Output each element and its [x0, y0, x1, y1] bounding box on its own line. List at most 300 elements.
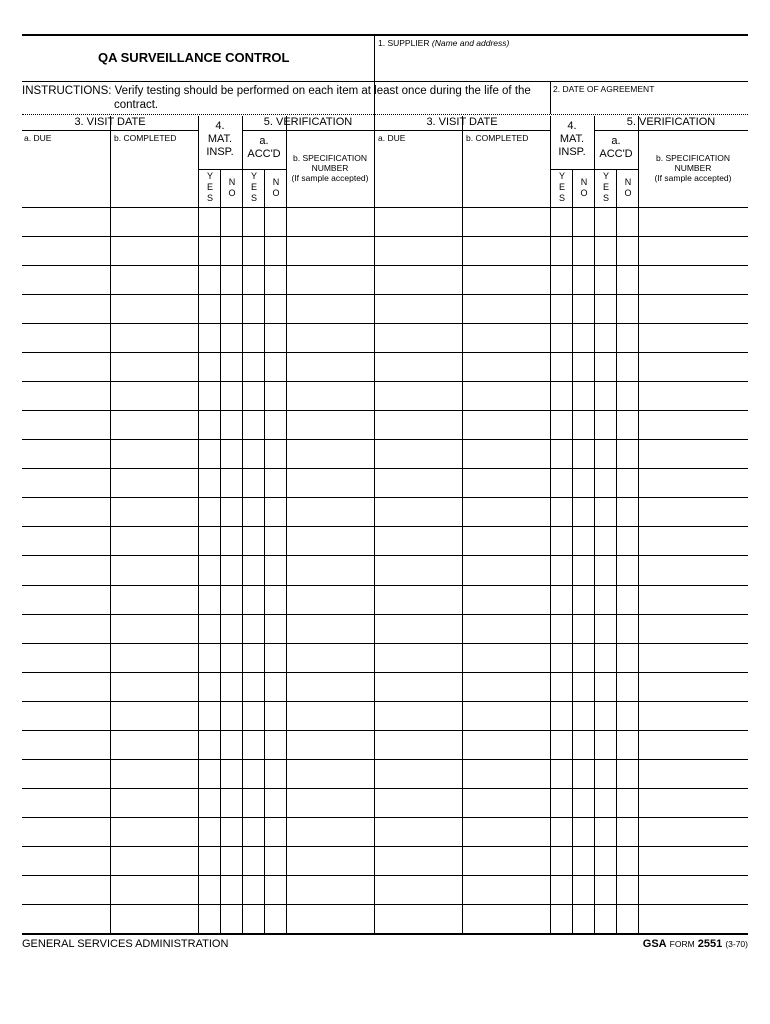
- table-cell-completed2[interactable]: [464, 267, 548, 292]
- table-cell-due2[interactable]: [376, 703, 460, 728]
- table-cell-mat-no[interactable]: [222, 209, 240, 234]
- table-cell-acc-no2[interactable]: [618, 906, 636, 931]
- table-cell-acc-yes2[interactable]: [596, 325, 614, 350]
- table-cell-mat-yes[interactable]: [200, 732, 218, 757]
- table-cell-acc-no2[interactable]: [618, 819, 636, 844]
- table-cell-spec[interactable]: [288, 528, 372, 553]
- table-cell-spec2[interactable]: [640, 238, 746, 263]
- table-cell-mat-no2[interactable]: [574, 732, 592, 757]
- table-cell-acc-no[interactable]: [266, 616, 284, 641]
- table-cell-mat-no2[interactable]: [574, 819, 592, 844]
- table-cell-mat-no[interactable]: [222, 267, 240, 292]
- table-cell-mat-yes2[interactable]: [552, 703, 570, 728]
- table-cell-acc-yes[interactable]: [244, 557, 262, 582]
- table-cell-completed2[interactable]: [464, 354, 548, 379]
- table-cell-mat-no2[interactable]: [574, 877, 592, 902]
- table-cell-completed[interactable]: [112, 848, 196, 873]
- table-cell-mat-no[interactable]: [222, 470, 240, 495]
- table-cell-completed[interactable]: [112, 209, 196, 234]
- table-cell-due2[interactable]: [376, 877, 460, 902]
- table-cell-due[interactable]: [24, 325, 108, 350]
- table-cell-mat-yes[interactable]: [200, 325, 218, 350]
- table-cell-due2[interactable]: [376, 761, 460, 786]
- table-cell-acc-yes2[interactable]: [596, 383, 614, 408]
- table-cell-completed[interactable]: [112, 906, 196, 931]
- table-cell-acc-no2[interactable]: [618, 354, 636, 379]
- table-cell-acc-yes[interactable]: [244, 296, 262, 321]
- table-cell-spec2[interactable]: [640, 732, 746, 757]
- table-cell-acc-no2[interactable]: [618, 296, 636, 321]
- table-cell-acc-yes2[interactable]: [596, 848, 614, 873]
- table-cell-mat-yes2[interactable]: [552, 528, 570, 553]
- table-cell-completed[interactable]: [112, 412, 196, 437]
- table-cell-mat-no[interactable]: [222, 819, 240, 844]
- table-cell-spec2[interactable]: [640, 325, 746, 350]
- table-cell-acc-yes2[interactable]: [596, 877, 614, 902]
- table-cell-spec2[interactable]: [640, 412, 746, 437]
- table-cell-mat-yes2[interactable]: [552, 441, 570, 466]
- table-cell-mat-yes[interactable]: [200, 790, 218, 815]
- table-cell-acc-yes2[interactable]: [596, 732, 614, 757]
- table-cell-spec2[interactable]: [640, 674, 746, 699]
- table-cell-spec2[interactable]: [640, 761, 746, 786]
- table-cell-due[interactable]: [24, 499, 108, 524]
- table-cell-completed2[interactable]: [464, 645, 548, 670]
- table-cell-mat-yes[interactable]: [200, 267, 218, 292]
- table-cell-mat-no2[interactable]: [574, 238, 592, 263]
- table-cell-completed2[interactable]: [464, 412, 548, 437]
- table-cell-acc-no2[interactable]: [618, 703, 636, 728]
- table-cell-due2[interactable]: [376, 296, 460, 321]
- table-cell-spec2[interactable]: [640, 645, 746, 670]
- table-cell-acc-no[interactable]: [266, 470, 284, 495]
- table-cell-spec2[interactable]: [640, 383, 746, 408]
- table-cell-mat-yes[interactable]: [200, 616, 218, 641]
- table-cell-mat-no2[interactable]: [574, 616, 592, 641]
- table-cell-spec[interactable]: [288, 587, 372, 612]
- table-cell-due2[interactable]: [376, 238, 460, 263]
- table-cell-acc-no2[interactable]: [618, 238, 636, 263]
- table-cell-due[interactable]: [24, 732, 108, 757]
- table-cell-mat-yes2[interactable]: [552, 296, 570, 321]
- table-cell-completed2[interactable]: [464, 325, 548, 350]
- table-cell-mat-yes2[interactable]: [552, 819, 570, 844]
- table-cell-due2[interactable]: [376, 470, 460, 495]
- table-cell-completed[interactable]: [112, 499, 196, 524]
- table-cell-mat-yes[interactable]: [200, 383, 218, 408]
- table-cell-acc-yes2[interactable]: [596, 209, 614, 234]
- table-cell-spec2[interactable]: [640, 354, 746, 379]
- table-cell-acc-yes[interactable]: [244, 412, 262, 437]
- table-cell-completed2[interactable]: [464, 528, 548, 553]
- table-cell-acc-no2[interactable]: [618, 267, 636, 292]
- table-cell-completed2[interactable]: [464, 616, 548, 641]
- table-cell-acc-yes2[interactable]: [596, 528, 614, 553]
- table-cell-mat-yes[interactable]: [200, 296, 218, 321]
- table-cell-mat-yes[interactable]: [200, 819, 218, 844]
- table-cell-mat-yes[interactable]: [200, 528, 218, 553]
- table-cell-spec2[interactable]: [640, 470, 746, 495]
- table-cell-mat-yes2[interactable]: [552, 209, 570, 234]
- table-cell-completed2[interactable]: [464, 383, 548, 408]
- table-cell-due[interactable]: [24, 557, 108, 582]
- table-cell-spec[interactable]: [288, 732, 372, 757]
- table-cell-mat-yes[interactable]: [200, 674, 218, 699]
- table-cell-mat-no[interactable]: [222, 238, 240, 263]
- table-cell-mat-yes2[interactable]: [552, 238, 570, 263]
- table-cell-acc-yes2[interactable]: [596, 267, 614, 292]
- table-cell-mat-yes2[interactable]: [552, 616, 570, 641]
- table-cell-completed2[interactable]: [464, 296, 548, 321]
- table-cell-acc-no[interactable]: [266, 499, 284, 524]
- table-cell-completed[interactable]: [112, 761, 196, 786]
- table-cell-mat-yes[interactable]: [200, 906, 218, 931]
- table-cell-mat-no2[interactable]: [574, 441, 592, 466]
- table-cell-spec[interactable]: [288, 325, 372, 350]
- table-cell-mat-yes2[interactable]: [552, 470, 570, 495]
- table-cell-acc-no[interactable]: [266, 732, 284, 757]
- table-cell-acc-no[interactable]: [266, 819, 284, 844]
- table-cell-spec2[interactable]: [640, 499, 746, 524]
- table-cell-mat-no[interactable]: [222, 325, 240, 350]
- table-cell-acc-no[interactable]: [266, 441, 284, 466]
- table-cell-due[interactable]: [24, 819, 108, 844]
- table-cell-completed2[interactable]: [464, 790, 548, 815]
- table-cell-mat-no[interactable]: [222, 296, 240, 321]
- table-cell-acc-no[interactable]: [266, 877, 284, 902]
- table-cell-acc-no[interactable]: [266, 412, 284, 437]
- table-cell-due2[interactable]: [376, 906, 460, 931]
- table-cell-due2[interactable]: [376, 557, 460, 582]
- table-cell-acc-no2[interactable]: [618, 674, 636, 699]
- table-cell-completed[interactable]: [112, 819, 196, 844]
- table-cell-acc-no2[interactable]: [618, 209, 636, 234]
- table-cell-acc-no[interactable]: [266, 790, 284, 815]
- table-cell-completed[interactable]: [112, 296, 196, 321]
- table-cell-mat-yes2[interactable]: [552, 499, 570, 524]
- table-cell-mat-no2[interactable]: [574, 296, 592, 321]
- table-cell-spec[interactable]: [288, 412, 372, 437]
- table-cell-mat-no2[interactable]: [574, 703, 592, 728]
- table-cell-acc-no2[interactable]: [618, 790, 636, 815]
- table-cell-acc-yes[interactable]: [244, 528, 262, 553]
- table-cell-due[interactable]: [24, 470, 108, 495]
- table-cell-acc-yes[interactable]: [244, 616, 262, 641]
- table-cell-acc-yes[interactable]: [244, 325, 262, 350]
- table-cell-completed[interactable]: [112, 267, 196, 292]
- table-cell-mat-no2[interactable]: [574, 267, 592, 292]
- table-cell-spec[interactable]: [288, 383, 372, 408]
- table-cell-acc-no2[interactable]: [618, 412, 636, 437]
- table-cell-acc-yes[interactable]: [244, 470, 262, 495]
- table-cell-completed[interactable]: [112, 238, 196, 263]
- table-cell-completed2[interactable]: [464, 877, 548, 902]
- table-cell-spec2[interactable]: [640, 906, 746, 931]
- table-cell-mat-no[interactable]: [222, 383, 240, 408]
- table-cell-spec[interactable]: [288, 703, 372, 728]
- table-cell-spec[interactable]: [288, 238, 372, 263]
- table-cell-acc-no[interactable]: [266, 645, 284, 670]
- table-cell-mat-no[interactable]: [222, 703, 240, 728]
- table-cell-spec2[interactable]: [640, 209, 746, 234]
- table-cell-acc-no[interactable]: [266, 703, 284, 728]
- table-cell-due[interactable]: [24, 267, 108, 292]
- table-cell-acc-yes[interactable]: [244, 732, 262, 757]
- table-cell-due[interactable]: [24, 761, 108, 786]
- table-cell-mat-yes2[interactable]: [552, 557, 570, 582]
- table-cell-spec2[interactable]: [640, 848, 746, 873]
- table-cell-acc-yes2[interactable]: [596, 412, 614, 437]
- table-cell-spec[interactable]: [288, 790, 372, 815]
- table-cell-due[interactable]: [24, 906, 108, 931]
- table-cell-completed2[interactable]: [464, 732, 548, 757]
- table-cell-acc-yes2[interactable]: [596, 557, 614, 582]
- table-cell-acc-yes2[interactable]: [596, 703, 614, 728]
- table-cell-acc-yes[interactable]: [244, 877, 262, 902]
- table-cell-spec[interactable]: [288, 645, 372, 670]
- table-cell-mat-no2[interactable]: [574, 470, 592, 495]
- table-cell-acc-no2[interactable]: [618, 470, 636, 495]
- table-cell-mat-no[interactable]: [222, 557, 240, 582]
- table-cell-spec[interactable]: [288, 267, 372, 292]
- table-cell-completed2[interactable]: [464, 819, 548, 844]
- table-cell-mat-no[interactable]: [222, 587, 240, 612]
- table-cell-acc-no2[interactable]: [618, 325, 636, 350]
- table-cell-mat-no2[interactable]: [574, 848, 592, 873]
- table-cell-completed[interactable]: [112, 674, 196, 699]
- table-cell-mat-yes2[interactable]: [552, 587, 570, 612]
- table-cell-mat-no2[interactable]: [574, 354, 592, 379]
- table-cell-mat-yes2[interactable]: [552, 906, 570, 931]
- table-cell-completed2[interactable]: [464, 703, 548, 728]
- table-cell-acc-yes[interactable]: [244, 645, 262, 670]
- table-cell-completed[interactable]: [112, 877, 196, 902]
- table-cell-mat-no[interactable]: [222, 790, 240, 815]
- table-cell-acc-no2[interactable]: [618, 441, 636, 466]
- table-cell-completed[interactable]: [112, 557, 196, 582]
- table-cell-mat-no2[interactable]: [574, 528, 592, 553]
- table-cell-spec[interactable]: [288, 674, 372, 699]
- table-cell-acc-no[interactable]: [266, 761, 284, 786]
- table-cell-mat-no2[interactable]: [574, 557, 592, 582]
- table-cell-spec2[interactable]: [640, 441, 746, 466]
- table-cell-acc-yes2[interactable]: [596, 790, 614, 815]
- table-cell-due[interactable]: [24, 790, 108, 815]
- table-cell-mat-no2[interactable]: [574, 645, 592, 670]
- table-cell-acc-yes[interactable]: [244, 761, 262, 786]
- table-cell-due[interactable]: [24, 354, 108, 379]
- table-cell-due2[interactable]: [376, 616, 460, 641]
- table-cell-completed[interactable]: [112, 441, 196, 466]
- table-cell-acc-no2[interactable]: [618, 877, 636, 902]
- table-cell-acc-no[interactable]: [266, 267, 284, 292]
- table-cell-spec[interactable]: [288, 499, 372, 524]
- table-cell-mat-yes2[interactable]: [552, 877, 570, 902]
- table-cell-acc-no2[interactable]: [618, 587, 636, 612]
- table-cell-completed2[interactable]: [464, 587, 548, 612]
- table-cell-mat-no2[interactable]: [574, 906, 592, 931]
- table-cell-mat-yes[interactable]: [200, 354, 218, 379]
- table-cell-acc-no[interactable]: [266, 383, 284, 408]
- table-cell-mat-no[interactable]: [222, 732, 240, 757]
- table-cell-due2[interactable]: [376, 587, 460, 612]
- table-cell-mat-no[interactable]: [222, 616, 240, 641]
- table-cell-mat-yes[interactable]: [200, 645, 218, 670]
- table-cell-acc-yes[interactable]: [244, 354, 262, 379]
- table-cell-acc-no2[interactable]: [618, 499, 636, 524]
- table-cell-acc-no[interactable]: [266, 325, 284, 350]
- table-cell-completed[interactable]: [112, 383, 196, 408]
- table-cell-mat-no[interactable]: [222, 441, 240, 466]
- table-cell-mat-yes[interactable]: [200, 557, 218, 582]
- table-cell-due[interactable]: [24, 209, 108, 234]
- table-cell-mat-yes[interactable]: [200, 209, 218, 234]
- table-cell-acc-yes2[interactable]: [596, 761, 614, 786]
- table-cell-completed[interactable]: [112, 616, 196, 641]
- table-cell-due[interactable]: [24, 412, 108, 437]
- table-cell-mat-yes2[interactable]: [552, 761, 570, 786]
- table-cell-mat-yes2[interactable]: [552, 645, 570, 670]
- date-of-agreement-field[interactable]: [553, 94, 745, 113]
- table-cell-due2[interactable]: [376, 819, 460, 844]
- table-cell-completed2[interactable]: [464, 470, 548, 495]
- table-cell-spec[interactable]: [288, 470, 372, 495]
- table-cell-mat-no2[interactable]: [574, 499, 592, 524]
- table-cell-spec[interactable]: [288, 616, 372, 641]
- table-cell-mat-no2[interactable]: [574, 412, 592, 437]
- table-cell-acc-yes2[interactable]: [596, 354, 614, 379]
- table-cell-mat-yes2[interactable]: [552, 412, 570, 437]
- table-cell-mat-yes2[interactable]: [552, 790, 570, 815]
- supplier-field[interactable]: [378, 50, 744, 80]
- table-cell-acc-no[interactable]: [266, 528, 284, 553]
- table-cell-due[interactable]: [24, 383, 108, 408]
- table-cell-acc-no[interactable]: [266, 848, 284, 873]
- table-cell-acc-no[interactable]: [266, 587, 284, 612]
- table-cell-mat-no[interactable]: [222, 674, 240, 699]
- table-cell-spec2[interactable]: [640, 790, 746, 815]
- table-cell-mat-yes[interactable]: [200, 470, 218, 495]
- table-cell-completed2[interactable]: [464, 209, 548, 234]
- table-cell-due[interactable]: [24, 645, 108, 670]
- table-cell-mat-yes[interactable]: [200, 412, 218, 437]
- table-cell-mat-no2[interactable]: [574, 209, 592, 234]
- table-cell-spec[interactable]: [288, 557, 372, 582]
- table-cell-due[interactable]: [24, 848, 108, 873]
- table-cell-spec2[interactable]: [640, 528, 746, 553]
- table-cell-acc-yes2[interactable]: [596, 819, 614, 844]
- table-cell-mat-no2[interactable]: [574, 790, 592, 815]
- table-cell-completed2[interactable]: [464, 238, 548, 263]
- table-cell-mat-no2[interactable]: [574, 587, 592, 612]
- table-cell-spec[interactable]: [288, 819, 372, 844]
- table-cell-acc-yes[interactable]: [244, 819, 262, 844]
- table-cell-due[interactable]: [24, 616, 108, 641]
- table-cell-acc-yes[interactable]: [244, 790, 262, 815]
- table-cell-mat-no[interactable]: [222, 354, 240, 379]
- table-cell-acc-no[interactable]: [266, 354, 284, 379]
- table-cell-due[interactable]: [24, 877, 108, 902]
- table-cell-due2[interactable]: [376, 848, 460, 873]
- table-cell-mat-no2[interactable]: [574, 674, 592, 699]
- table-cell-completed2[interactable]: [464, 848, 548, 873]
- table-cell-mat-no2[interactable]: [574, 383, 592, 408]
- table-cell-spec2[interactable]: [640, 703, 746, 728]
- table-cell-mat-yes2[interactable]: [552, 354, 570, 379]
- table-cell-due2[interactable]: [376, 499, 460, 524]
- table-cell-due[interactable]: [24, 703, 108, 728]
- table-cell-spec[interactable]: [288, 354, 372, 379]
- table-cell-completed[interactable]: [112, 587, 196, 612]
- table-cell-acc-no[interactable]: [266, 674, 284, 699]
- table-cell-completed2[interactable]: [464, 499, 548, 524]
- table-cell-due2[interactable]: [376, 674, 460, 699]
- table-cell-mat-yes[interactable]: [200, 703, 218, 728]
- table-cell-acc-yes[interactable]: [244, 848, 262, 873]
- table-cell-spec[interactable]: [288, 296, 372, 321]
- table-cell-due[interactable]: [24, 587, 108, 612]
- table-cell-spec2[interactable]: [640, 557, 746, 582]
- table-cell-spec[interactable]: [288, 848, 372, 873]
- table-cell-completed2[interactable]: [464, 557, 548, 582]
- table-cell-acc-yes[interactable]: [244, 209, 262, 234]
- table-cell-acc-no[interactable]: [266, 906, 284, 931]
- table-cell-acc-yes2[interactable]: [596, 499, 614, 524]
- table-cell-acc-yes[interactable]: [244, 267, 262, 292]
- table-cell-spec[interactable]: [288, 906, 372, 931]
- table-cell-acc-yes2[interactable]: [596, 441, 614, 466]
- table-cell-mat-no[interactable]: [222, 528, 240, 553]
- table-cell-due2[interactable]: [376, 412, 460, 437]
- table-cell-acc-no2[interactable]: [618, 383, 636, 408]
- table-cell-due2[interactable]: [376, 209, 460, 234]
- table-cell-completed[interactable]: [112, 528, 196, 553]
- table-cell-spec2[interactable]: [640, 877, 746, 902]
- table-cell-due[interactable]: [24, 238, 108, 263]
- table-cell-spec2[interactable]: [640, 267, 746, 292]
- table-cell-mat-yes[interactable]: [200, 877, 218, 902]
- table-cell-spec[interactable]: [288, 441, 372, 466]
- table-cell-completed2[interactable]: [464, 674, 548, 699]
- table-cell-mat-yes2[interactable]: [552, 267, 570, 292]
- table-cell-spec2[interactable]: [640, 616, 746, 641]
- table-cell-mat-yes[interactable]: [200, 848, 218, 873]
- table-cell-acc-yes2[interactable]: [596, 238, 614, 263]
- table-cell-completed2[interactable]: [464, 906, 548, 931]
- table-cell-completed[interactable]: [112, 703, 196, 728]
- table-cell-mat-yes2[interactable]: [552, 674, 570, 699]
- table-cell-due2[interactable]: [376, 732, 460, 757]
- table-cell-mat-yes[interactable]: [200, 499, 218, 524]
- table-cell-mat-yes[interactable]: [200, 238, 218, 263]
- table-cell-acc-yes2[interactable]: [596, 906, 614, 931]
- table-cell-mat-no[interactable]: [222, 877, 240, 902]
- table-cell-acc-no2[interactable]: [618, 761, 636, 786]
- table-cell-mat-no[interactable]: [222, 906, 240, 931]
- table-cell-acc-yes2[interactable]: [596, 674, 614, 699]
- table-cell-mat-no2[interactable]: [574, 761, 592, 786]
- table-cell-acc-no2[interactable]: [618, 528, 636, 553]
- table-cell-completed2[interactable]: [464, 441, 548, 466]
- table-cell-acc-no2[interactable]: [618, 645, 636, 670]
- table-cell-acc-no[interactable]: [266, 296, 284, 321]
- table-cell-due2[interactable]: [376, 267, 460, 292]
- table-cell-due2[interactable]: [376, 325, 460, 350]
- table-cell-due2[interactable]: [376, 790, 460, 815]
- table-cell-acc-no2[interactable]: [618, 848, 636, 873]
- table-cell-mat-no2[interactable]: [574, 325, 592, 350]
- table-cell-spec2[interactable]: [640, 587, 746, 612]
